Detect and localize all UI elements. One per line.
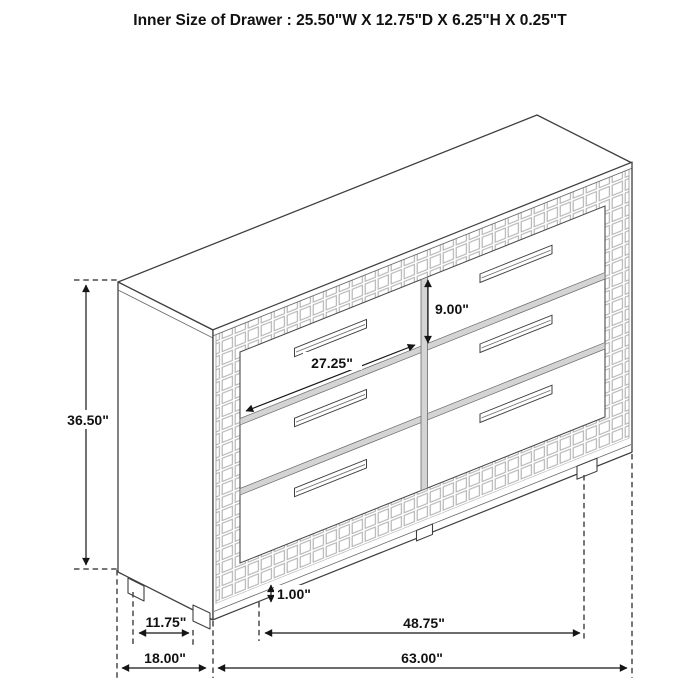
dresser-drawing (118, 115, 632, 629)
dim-label-leg-stance-width: 48.75" (403, 615, 445, 631)
dim-label-overall-depth: 18.00" (144, 650, 186, 666)
drawer-center-divider (421, 277, 428, 491)
diagram-title: Inner Size of Drawer : 25.50"W X 12.75"D X 6.25"H X 0.25"T (133, 12, 567, 29)
dim-label-overall-width: 63.00" (401, 650, 443, 666)
dim-label-drawer-width: 27.25" (311, 355, 353, 371)
dim-label-drawer-height: 9.00" (435, 301, 469, 317)
dim-label-base-height: 1.00" (277, 586, 311, 602)
dim-label-leg-stance-depth: 11.75" (145, 614, 187, 630)
dim-label-overall-height: 36.50" (67, 412, 109, 428)
dresser-side-face (118, 282, 213, 620)
